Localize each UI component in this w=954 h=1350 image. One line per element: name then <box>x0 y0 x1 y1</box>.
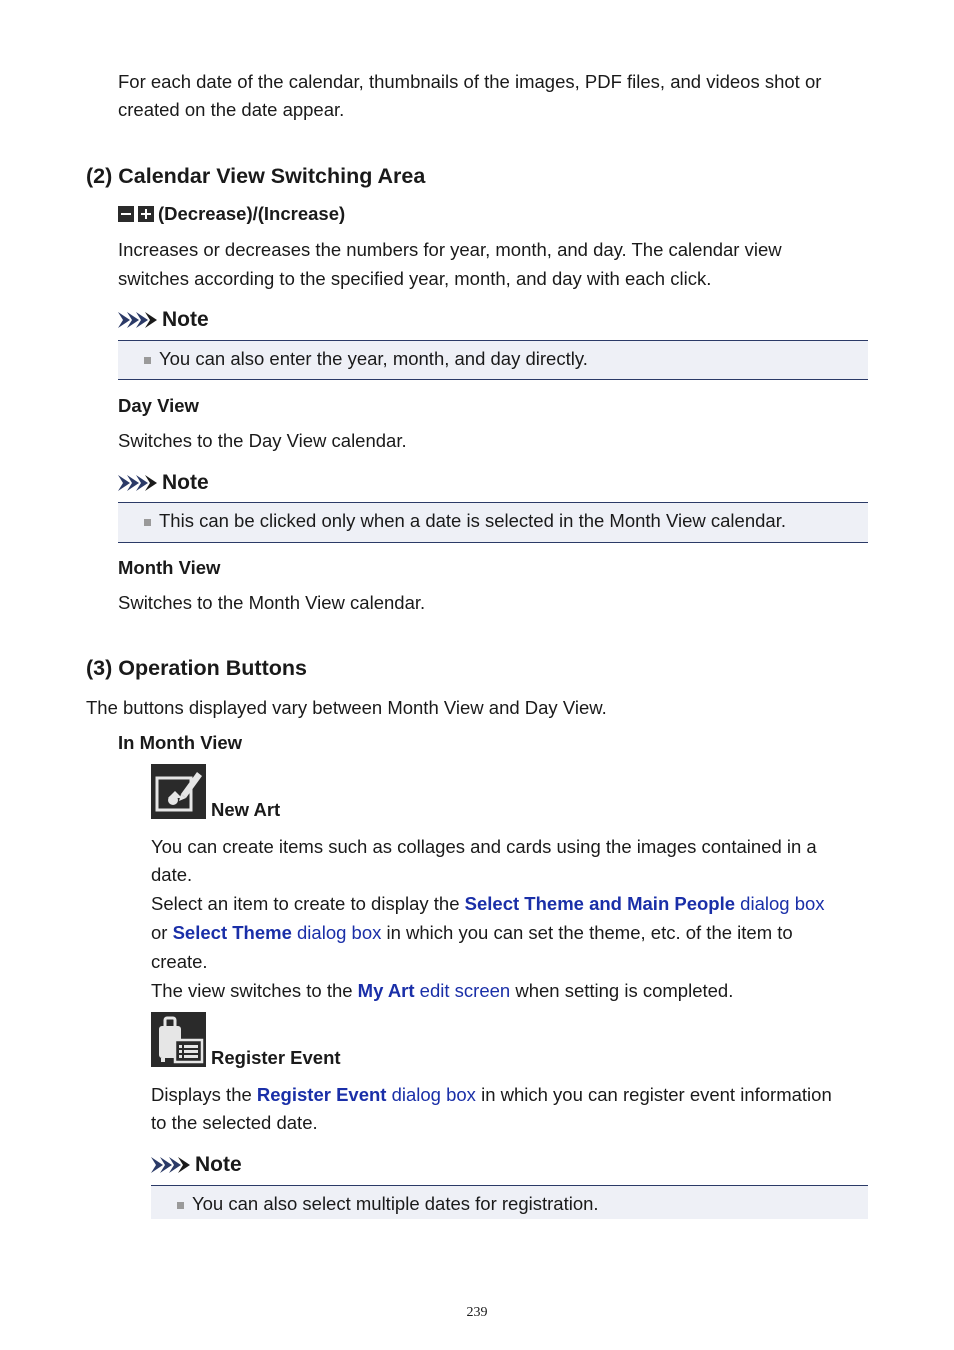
decrease-increase-line-1: Increases or decreases the numbers for year, month, and day. The calendar view <box>118 239 782 260</box>
section-3-title: (3) Operation Buttons <box>86 656 307 680</box>
new-art-line-6 <box>151 976 733 1005</box>
register-event-line-2: to the selected date. <box>151 1112 318 1133</box>
decrease-increase-heading: (Decrease)/(Increase) <box>158 203 346 224</box>
new-art-line-3 <box>151 889 825 918</box>
select-theme-link-bold[interactable]: Select Theme <box>172 922 292 943</box>
note-arrows-icon <box>151 1156 191 1174</box>
month-view-text: Switches to the Month View calendar. <box>118 592 426 613</box>
note-2-text: This can be clicked only when a date is selected in the Month View calendar. <box>159 510 786 531</box>
note-2-label: Note <box>162 471 209 494</box>
day-view-text: Switches to the Day View calendar. <box>118 430 407 451</box>
new-art-line-1: You can create items such as collages and cards using the images contained in a <box>151 836 817 857</box>
new-art-line-3-text: Select an item to create to display the <box>151 893 465 914</box>
new-art-line-4 <box>151 918 793 947</box>
note-3-text: You can also select multiple dates for registration. <box>192 1193 599 1214</box>
section-2-title: (2) Calendar View Switching Area <box>86 164 426 188</box>
new-art-line-4-post: in which you can set the theme, etc. of the item to <box>381 922 793 943</box>
register-event-line-1 <box>151 1080 832 1109</box>
note-1-box <box>118 340 868 380</box>
note-3-header <box>151 1153 242 1177</box>
note-arrows-icon <box>118 311 158 329</box>
select-theme-link-text[interactable]: dialog box <box>291 922 382 943</box>
new-art-icon <box>151 764 206 819</box>
select-theme-main-people-link-text[interactable]: dialog box <box>735 893 825 914</box>
my-art-link-text[interactable]: edit screen <box>414 980 511 1001</box>
decrease-increase-line-2: switches according to the specified year, month, and day with each click. <box>118 268 712 289</box>
section-3-intro: The buttons displayed vary between Month View and Day View. <box>86 697 607 718</box>
my-art-link-bold[interactable]: My Art <box>357 980 415 1001</box>
note-1-text: You can also enter the year, month, and day directly. <box>159 348 588 369</box>
note-arrows-icon <box>118 474 158 492</box>
new-art-heading: New Art <box>211 799 281 820</box>
day-view-heading: Day View <box>118 395 199 416</box>
note-3-box <box>151 1185 868 1219</box>
intro-line-1: For each date of the calendar, thumbnails of the images, PDF files, and videos shot or <box>118 71 822 92</box>
in-month-view-heading: In Month View <box>118 732 243 753</box>
note-3-label: Note <box>195 1153 242 1176</box>
register-event-heading: Register Event <box>211 1047 341 1068</box>
decrease-icon <box>118 206 134 222</box>
page-number: 239 <box>466 1305 488 1320</box>
register-event-line-1-pre: Displays the <box>151 1084 257 1105</box>
new-art-heading-row <box>151 764 280 819</box>
bullet-icon <box>144 519 151 526</box>
select-theme-main-people-link-bold[interactable]: Select Theme and Main People <box>464 893 736 914</box>
register-event-link-bold[interactable]: Register Event <box>256 1084 387 1105</box>
new-art-line-4-pre: or <box>151 922 173 943</box>
new-art-line-6-pre: The view switches to the <box>151 980 358 1001</box>
new-art-line-6-post: when setting is completed. <box>510 980 734 1001</box>
new-art-line-5: create. <box>151 951 208 972</box>
month-view-heading: Month View <box>118 557 221 578</box>
increase-icon <box>138 206 154 222</box>
note-2-header <box>118 471 209 495</box>
bullet-icon <box>144 357 151 364</box>
select-theme-main-people-link[interactable] <box>465 893 825 914</box>
decrease-increase-heading-row <box>118 203 345 225</box>
note-1-header <box>118 308 209 332</box>
my-art-edit-screen-link[interactable] <box>358 980 511 1001</box>
register-event-dialog-link[interactable] <box>257 1084 476 1105</box>
select-theme-link[interactable] <box>173 922 382 943</box>
intro-line-2: created on the date appear. <box>118 99 345 120</box>
note-1-label: Note <box>162 308 209 331</box>
bullet-icon <box>177 1202 184 1209</box>
new-art-line-2: date. <box>151 864 193 885</box>
register-event-line-1-post: in which you can register event information <box>475 1084 832 1105</box>
note-2-box <box>118 502 868 543</box>
register-event-icon <box>151 1012 206 1067</box>
register-event-heading-row <box>151 1012 341 1067</box>
register-event-link-text[interactable]: dialog box <box>386 1084 476 1105</box>
